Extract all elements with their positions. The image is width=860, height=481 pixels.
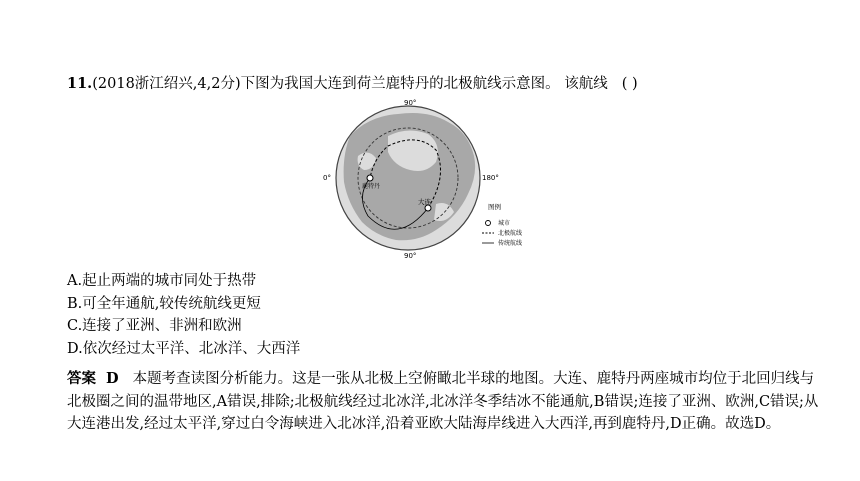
option-c: C.连接了亚洲、非洲和欧洲: [67, 318, 242, 334]
answer-paren: ( ): [621, 76, 638, 92]
arctic-route-map: [318, 96, 548, 260]
city-dalian-label: 大连: [418, 198, 431, 206]
legend-city: 城市: [498, 220, 511, 227]
label-top: 90°: [404, 99, 417, 107]
option-d: D.依次经过太平洋、北冰洋、大西洋: [67, 340, 301, 357]
label-left: 0°: [323, 174, 331, 182]
question-stem: [67, 74, 827, 94]
city-rotterdam-marker: [367, 175, 373, 181]
option-b: B.可全年通航,较传统航线更短: [67, 295, 261, 312]
legend-arctic: 北极航线: [498, 230, 523, 237]
options-list: [67, 270, 300, 360]
answer-block: [67, 368, 827, 436]
option-a: A.起止两端的城市同处于热带: [67, 273, 257, 289]
answer-explanation: 本题考查读图分析能力。这是一张从北极上空俯瞰北半球的地图。大连、鹿特丹两座城市均位于北回归线与北极圈之间的温带地区,A错误,排除;北极航线经过北冰洋,北冰洋冬季结冰不能通航,B错误;连接了亚洲、欧洲,C错误;从大连港出发,经过太平洋,穿过白令海峡进入北冰洋,沿着亚欧大陆海岸线进入大西洋,再到鹿特丹,D正确。故选D。: [67, 371, 819, 432]
question-source: (2018浙江绍兴,4,2分): [92, 76, 241, 92]
polar-map-svg: [318, 96, 548, 260]
question-text: 下图为我国大连到荷兰鹿特丹的北极航线示意图。 该航线: [240, 76, 608, 92]
answer-tag: 答案: [67, 370, 96, 387]
legend-city-icon: [486, 221, 491, 226]
label-right: 180°: [482, 174, 499, 182]
legend-title: 图例: [488, 203, 501, 211]
label-bottom: 90°: [404, 252, 417, 260]
answer-letter: D: [106, 370, 119, 387]
question-number: 11.: [67, 75, 93, 92]
city-rotterdam-label: 鹿特丹: [362, 183, 381, 190]
legend-traditional: 传统航线: [498, 240, 523, 247]
